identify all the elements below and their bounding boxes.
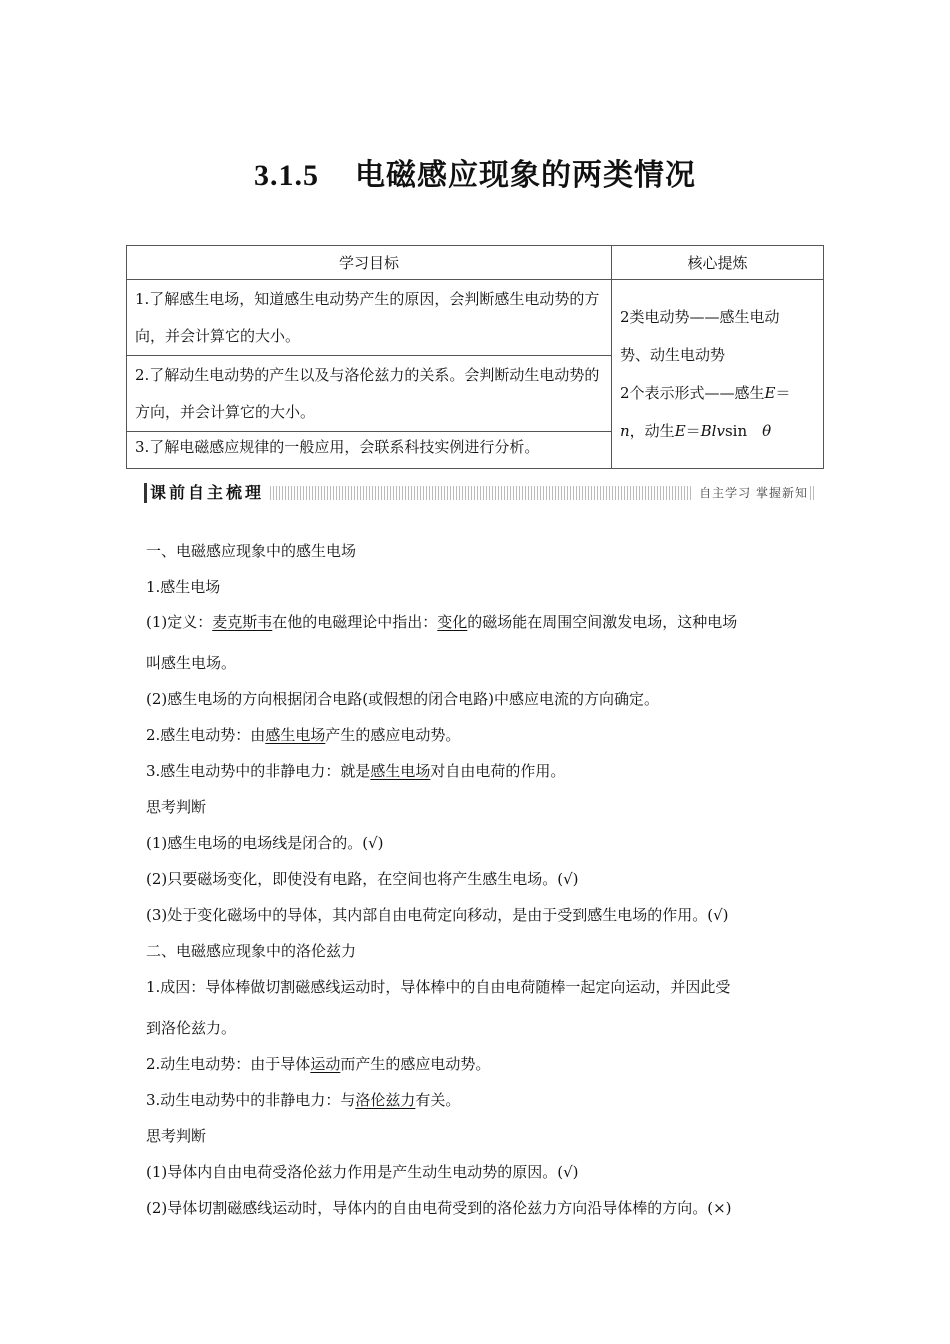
goals-header: 学习目标 — [127, 246, 612, 280]
objectives-table — [126, 245, 824, 469]
motional-emf: 2.动生电动势：由于导体运动而产生的感应电动势。 — [146, 1055, 491, 1073]
goal-1: 1.了解感生电场，知道感生电动势产生的原因，会判断感生电动势的方向，并会计算它的大小。 — [127, 280, 612, 356]
banner-subtitle: 自主学习 掌握新知 — [693, 483, 808, 503]
induced-nonelectrostatic-force: 3.感生电动势中的非静电力：就是感生电场对自由电荷的作用。 — [146, 762, 566, 780]
judge-1-2: (2)只要磁场变化，即使没有电路，在空间也将产生感生电场。(√) — [146, 870, 579, 888]
section-banner — [144, 483, 816, 505]
lorentz-cause: 1.成因：导体棒做切割磁感线运动时，导体棒中的自由电荷随棒一起定向运动，并因此受 — [146, 978, 731, 996]
think-judge-1: 思考判断 — [146, 798, 207, 816]
banner-label: 课前自主梳理 — [150, 483, 265, 502]
section-number: 3.1.5 — [254, 159, 319, 192]
judge-2-1: (1)导体内自由电荷受洛伦兹力作用是产生动生电动势的原因。(√) — [146, 1163, 579, 1181]
heading-induced-field: 一、电磁感应现象中的感生电场 — [146, 542, 357, 560]
motional-nonelectrostatic-force: 3.动生电动势中的非静电力：与洛伦兹力有关。 — [146, 1091, 461, 1109]
core-summary: 2类电动势——感生电动 势、动生电动势 2个表示形式——感生E＝ n，动生E＝Blvsin θ — [612, 280, 824, 469]
goal-3: 3.了解电磁感应规律的一般应用，会联系科技实例进行分析。 — [127, 432, 612, 469]
judge-1-1: (1)感生电场的电场线是闭合的。(√) — [146, 834, 384, 852]
induced-field-direction: (2)感生电场的方向根据闭合电路(或假想的闭合电路)中感应电流的方向确定。 — [146, 690, 659, 708]
item-induced-field: 1.感生电场 — [146, 578, 221, 596]
think-judge-2: 思考判断 — [146, 1127, 207, 1145]
section-title: 电磁感应现象的两类情况 — [355, 158, 696, 193]
judge-2-2: (2)导体切割磁感线运动时，导体内的自由电荷受到的洛伦兹力方向沿导体棒的方向。(×) — [146, 1199, 732, 1217]
page-title — [0, 150, 950, 194]
induced-field-definition: (1)定义：麦克斯韦在他的电磁理论中指出：变化的磁场能在周围空间激发电场，这种电场 — [146, 613, 738, 631]
core-header: 核心提炼 — [612, 246, 824, 280]
induced-field-definition-cont: 叫感生电场。 — [146, 654, 237, 672]
induced-emf: 2.感生电动势：由感生电场产生的感应电动势。 — [146, 726, 461, 744]
lorentz-cause-cont: 到洛伦兹力。 — [146, 1019, 237, 1037]
banner-bar — [144, 483, 147, 503]
judge-1-3: (3)处于变化磁场中的导体，其内部自由电荷定向移动，是由于受到感生电场的作用。(√) — [146, 906, 729, 924]
heading-lorentz-force: 二、电磁感应现象中的洛伦兹力 — [146, 942, 357, 960]
goal-2: 2.了解动生电动势的产生以及与洛伦兹力的关系。会判断动生电动势的方向，并会计算它的大小。 — [127, 356, 612, 432]
